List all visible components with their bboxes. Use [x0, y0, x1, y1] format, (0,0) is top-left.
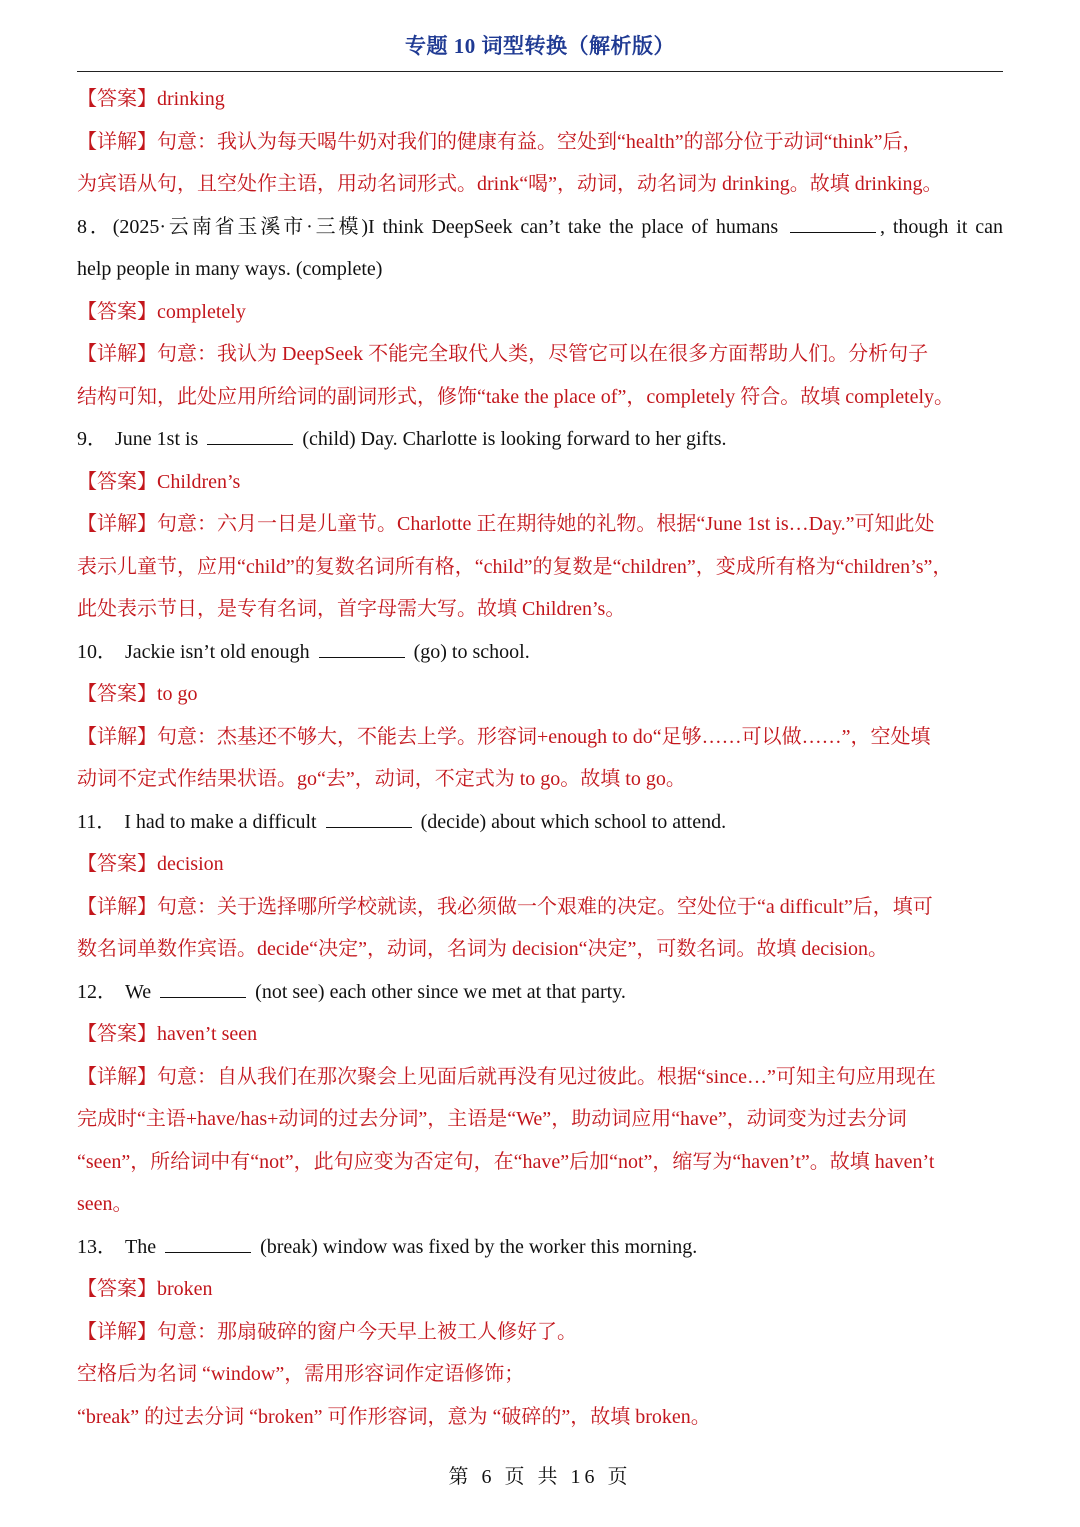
explanation-line: seen。: [77, 1193, 133, 1215]
document-body: [77, 78, 1003, 1438]
answer-blank: [326, 809, 412, 828]
answer-line: 【答案】haven’t seen: [77, 1023, 258, 1045]
explanation-line: 此处表示节日，是专有名词，首字母需大写。故填 Children’s。: [77, 598, 626, 620]
question-8: [77, 206, 1003, 249]
question-text-post: (go) to school.: [408, 640, 530, 663]
answer-line: 【答案】to go: [77, 683, 198, 705]
question-text-pre: June 1st is: [115, 428, 204, 450]
page-header-title: 专题 10 词型转换（解析版）: [405, 34, 675, 58]
question-number: 12．: [77, 980, 117, 1003]
page-number-footer: 第 6 页 共 16 页: [448, 1466, 632, 1488]
explanation-line: 【详解】句意：自从我们在那次聚会上见面后就再没有见过彼此。根据“since…”可知主句应用现在: [77, 1065, 936, 1088]
question-12: [77, 971, 1003, 1014]
answer-line: 【答案】broken: [77, 1278, 213, 1300]
answer-line: 【答案】drinking: [77, 88, 225, 110]
question-text-post: (decide) about which school to attend.: [415, 810, 727, 833]
explanation-line: 完成时“主语+have/has+动词的过去分词”，主语是“We”，助动词应用“have”，动词变为过去分词: [77, 1108, 907, 1130]
explanation-line: 【详解】句意：那扇破碎的窗户今天早上被工人修好了。: [77, 1320, 577, 1343]
answer-blank: [165, 1234, 251, 1253]
question-number: 13．: [77, 1235, 117, 1258]
answer-line: 【答案】completely: [77, 300, 246, 323]
question-text-post: (not see) each other since we met at that party.: [250, 980, 626, 1003]
explanation-line: 空格后为名词 “window”，需用形容词作定语修饰；: [77, 1363, 525, 1385]
explanation-line: 数名词单数作宾语。decide“决定”，动词，名词为 decision“决定”，可数名词。故填 decision。: [77, 938, 888, 960]
question-text-post: (break) window was fixed by the worker this morning.: [255, 1235, 698, 1258]
question-number: 10．: [77, 640, 117, 663]
answer-blank: [160, 979, 246, 998]
explanation-line: 【详解】句意：关于选择哪所学校就读，我必须做一个艰难的决定。空处位于“a difficult”后，填可: [77, 895, 933, 918]
answer-line: 【答案】Children’s: [77, 470, 241, 493]
explanation-line: 【详解】句意：杰基还不够大，不能去上学。形容词+enough to do“足够……可以做……”，空处填: [77, 725, 931, 748]
question-number: 9．: [77, 428, 107, 450]
question-number: 11．: [77, 810, 117, 833]
question-text-pre: Jackie isn’t old enough: [125, 640, 315, 663]
explanation-line: 表示儿童节，应用“child”的复数名词所有格，“child”的复数是“children”，变成所有格为“children’s”，: [77, 555, 953, 578]
explanation-line: 【详解】句意：我认为 DeepSeek 不能完全取代人类，尽管它可以在很多方面帮助人们。分析句子: [77, 343, 929, 365]
explanation-line: “break” 的过去分词 “broken” 可作形容词，意为 “破碎的”，故填 broken。: [77, 1405, 711, 1428]
question-text-pre: I had to make a difficult: [124, 810, 322, 833]
answer-blank: [790, 214, 876, 233]
answer-blank: [207, 426, 293, 445]
question-text-post: (child) Day. Charlotte is looking forward to her gifts.: [297, 428, 727, 450]
explanation-line: “seen”，所给词中有“not”，此句应变为否定句，在“have”后加“not”，缩写为“haven’t”。故填 haven’t: [77, 1150, 935, 1173]
explanation-line: 动词不定式作结果状语。go“去”，动词，不定式为 to go。故填 to go。: [77, 768, 686, 790]
answer-line: 【答案】decision: [77, 853, 224, 875]
question-10: [77, 631, 1003, 674]
question-text-pre: We: [125, 980, 157, 1003]
answer-blank: [319, 639, 405, 658]
question-text-pre: (2025·云南省玉溪市·三模)I think DeepSeek can’t take the place of humans: [112, 215, 786, 238]
explanation-line: 结构可知，此处应用所给词的副词形式，修饰“take the place of”，completely 符合。故填 completely。: [77, 385, 955, 408]
header-divider: [77, 71, 1003, 72]
question-13: [77, 1226, 1003, 1269]
question-8-continuation: help people in many ways. (complete): [77, 258, 383, 280]
question-text-pre: The: [125, 1235, 162, 1258]
explanation-line: 为宾语从句，且空处作主语，用动名词形式。drink“喝”，动词，动名词为 drinking。故填 drinking。: [77, 173, 943, 195]
question-number: 8．: [77, 215, 113, 238]
explanation-line: 【详解】句意：我认为每天喝牛奶对我们的健康有益。空处到“health”的部分位于动词“think”后，: [77, 130, 923, 153]
question-11: [77, 801, 1003, 844]
explanation-line: 【详解】句意：六月一日是儿童节。Charlotte 正在期待她的礼物。根据“June 1st is…Day.”可知此处: [77, 513, 935, 535]
question-9: [77, 418, 1003, 461]
question-text-post: , though it can: [880, 215, 1003, 238]
